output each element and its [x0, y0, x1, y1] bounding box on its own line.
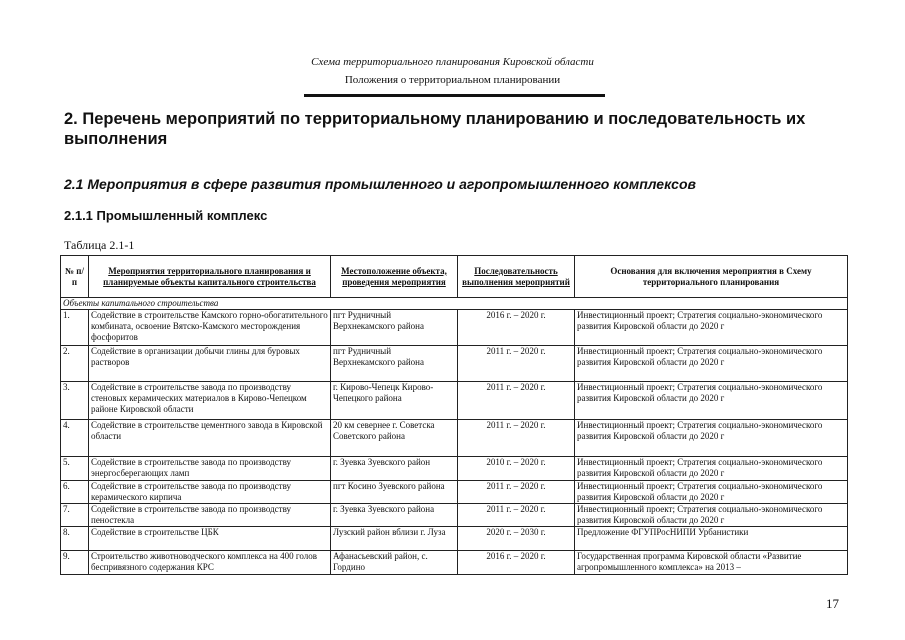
row-basis: Инвестиционный проект; Стратегия социально-экономического развития Кировской области до 2020 г [575, 457, 848, 481]
row-number: 5. [61, 457, 89, 481]
row-activity: Содействие в строительстве завода по производству стеновых керамических материалов в Кирово-Чепецком районе Кировской области [89, 382, 331, 420]
row-basis: Инвестиционный проект; Стратегия социально-экономического развития Кировской области до 2020 г [575, 420, 848, 457]
row-basis: Инвестиционный проект; Стратегия социально-экономического развития Кировской области до 2020 г [575, 382, 848, 420]
row-location: пгт Косино Зуевского района [331, 481, 458, 504]
row-activity: Строительство животноводческого комплекса на 400 голов беспривязного содержания КРС [89, 551, 331, 575]
running-header-subtitle: Положения о территориальном планировании [344, 74, 561, 86]
row-number: 1. [61, 310, 89, 346]
table-row [61, 310, 848, 346]
row-location: 20 км севернее г. Советска Советского района [331, 420, 458, 457]
row-basis: Инвестиционный проект; Стратегия социально-экономического развития Кировской области до 2020 г [575, 310, 848, 346]
section-heading-2-1-1: 2.1.1 Промышленный комплекс [64, 208, 268, 223]
table-row [61, 481, 848, 504]
row-activity: Содействие в строительстве завода по производству керамического кирпича [89, 481, 331, 504]
row-activity: Содействие в строительстве цементного завода в Кировской области [89, 420, 331, 457]
row-number: 4. [61, 420, 89, 457]
running-header-title: Схема территориального планирования Кировской области [311, 56, 594, 68]
row-location: Афанасьевский район, с. Гордино [331, 551, 458, 575]
table-row [61, 382, 848, 420]
row-activity: Содействие в строительстве завода по производству энергосберегающих ламп [89, 457, 331, 481]
row-period: 2011 г. – 2020 г. [458, 481, 575, 504]
row-period: 2020 г. – 2030 г. [458, 527, 575, 551]
table-row [61, 420, 848, 457]
row-number: 9. [61, 551, 89, 575]
row-period: 2011 г. – 2020 г. [458, 504, 575, 527]
table-row [61, 551, 848, 575]
row-basis: Инвестиционный проект; Стратегия социально-экономического развития Кировской области до 2020 г [575, 504, 848, 527]
header-cell-number: № п/п [61, 256, 89, 298]
row-number: 2. [61, 346, 89, 382]
row-location: г. Зуевка Зуевского район [331, 457, 458, 481]
row-period: 2016 г. – 2020 г. [458, 310, 575, 346]
section-heading-2-1: 2.1 Мероприятия в сфере развития промышленного и агропромышленного комплексов [64, 176, 696, 192]
table-row [61, 527, 848, 551]
row-activity: Содействие в строительстве ЦБК [89, 527, 331, 551]
header-cell-location: Местоположение объекта, проведения мероприятия [331, 256, 458, 298]
row-period: 2011 г. – 2020 г. [458, 420, 575, 457]
row-activity: Содействие в строительстве завода по производству пеностекла [89, 504, 331, 527]
table-row [61, 346, 848, 382]
row-period: 2016 г. – 2020 г. [458, 551, 575, 575]
row-number: 6. [61, 481, 89, 504]
row-location: г. Зуевка Зуевского района [331, 504, 458, 527]
row-activity: Содействие в строительстве Камского горно-обогатительного комбината, освоение Вятско-Камского месторождения фосфоритов [89, 310, 331, 346]
header-rule [304, 94, 605, 97]
section-label: Объекты капитального строительства [61, 298, 848, 310]
row-period: 2011 г. – 2020 г. [458, 346, 575, 382]
row-number: 7. [61, 504, 89, 527]
header-cell-activity: Мероприятия территориального планирования и планируемые объекты капитального строительства [89, 256, 331, 298]
row-location: пгт Рудничный Верхнекамского района [331, 346, 458, 382]
row-activity: Содействие в организации добычи глины для буровых растворов [89, 346, 331, 382]
row-period: 2010 г. – 2020 г. [458, 457, 575, 481]
row-location: г. Кирово-Чепецк Кирово-Чепецкого района [331, 382, 458, 420]
row-location: Лузский район вблизи г. Луза [331, 527, 458, 551]
row-basis: Предложение ФГУПРосНИПИ Урбанистики [575, 527, 848, 551]
table-caption: Таблица 2.1-1 [64, 238, 135, 252]
row-basis: Инвестиционный проект; Стратегия социально-экономического развития Кировской области до 2020 г [575, 481, 848, 504]
row-location: пгт Рудничный Верхнекамского района [331, 310, 458, 346]
table-row [61, 457, 848, 481]
header-cell-basis: Основания для включения мероприятия в Схему территориального планирования [575, 256, 848, 298]
row-number: 3. [61, 382, 89, 420]
row-period: 2011 г. – 2020 г. [458, 382, 575, 420]
activities-table [60, 255, 848, 575]
row-basis: Инвестиционный проект; Стратегия социально-экономического развития Кировской области до 2020 г [575, 346, 848, 382]
header-cell-period: Последовательность выполнения мероприятий [458, 256, 575, 298]
section-heading-2: 2. Перечень мероприятий по территориальному планированию и последовательность их выполнения [64, 110, 806, 148]
row-number: 8. [61, 527, 89, 551]
page-number: 17 [826, 596, 839, 611]
row-basis: Государственная программа Кировской области «Развитие агропромышленного комплекса» на 2013 – [575, 551, 848, 575]
table-row [61, 504, 848, 527]
